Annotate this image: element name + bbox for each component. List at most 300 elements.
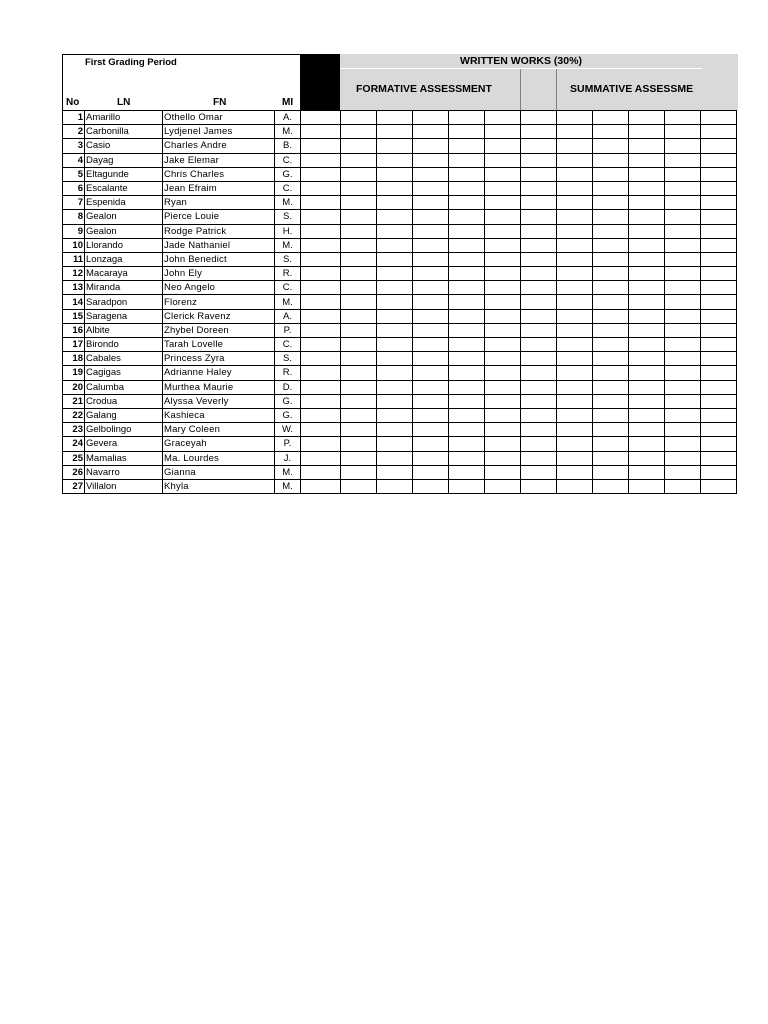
- score-cell[interactable]: [665, 451, 701, 465]
- score-cell[interactable]: [377, 252, 413, 266]
- score-cell[interactable]: [557, 111, 593, 125]
- score-cell[interactable]: [593, 423, 629, 437]
- score-cell[interactable]: [593, 238, 629, 252]
- score-cell[interactable]: [593, 408, 629, 422]
- score-cell[interactable]: [341, 224, 377, 238]
- score-cell[interactable]: [341, 479, 377, 493]
- score-cell[interactable]: [521, 281, 557, 295]
- score-cell[interactable]: [701, 465, 737, 479]
- score-cell[interactable]: [593, 437, 629, 451]
- score-cell[interactable]: [449, 309, 485, 323]
- score-cell[interactable]: [701, 309, 737, 323]
- score-cell[interactable]: [701, 408, 737, 422]
- score-cell[interactable]: [557, 139, 593, 153]
- score-cell[interactable]: [377, 281, 413, 295]
- score-cell[interactable]: [485, 323, 521, 337]
- score-cell[interactable]: [701, 125, 737, 139]
- score-cell[interactable]: [485, 224, 521, 238]
- score-cell[interactable]: [701, 352, 737, 366]
- score-cell[interactable]: [413, 295, 449, 309]
- score-cell[interactable]: [629, 196, 665, 210]
- score-cell[interactable]: [557, 281, 593, 295]
- score-cell[interactable]: [701, 479, 737, 493]
- score-cell[interactable]: [521, 224, 557, 238]
- score-cell[interactable]: [449, 267, 485, 281]
- score-cell[interactable]: [701, 423, 737, 437]
- score-cell[interactable]: [701, 111, 737, 125]
- score-cell[interactable]: [301, 196, 341, 210]
- score-cell[interactable]: [557, 352, 593, 366]
- score-cell[interactable]: [449, 111, 485, 125]
- score-cell[interactable]: [413, 465, 449, 479]
- score-cell[interactable]: [701, 451, 737, 465]
- score-cell[interactable]: [377, 196, 413, 210]
- score-cell[interactable]: [557, 465, 593, 479]
- score-cell[interactable]: [557, 210, 593, 224]
- score-cell[interactable]: [413, 210, 449, 224]
- score-cell[interactable]: [301, 210, 341, 224]
- score-cell[interactable]: [629, 479, 665, 493]
- score-cell[interactable]: [701, 210, 737, 224]
- score-cell[interactable]: [521, 309, 557, 323]
- score-cell[interactable]: [593, 366, 629, 380]
- score-cell[interactable]: [557, 380, 593, 394]
- score-cell[interactable]: [449, 366, 485, 380]
- score-cell[interactable]: [521, 352, 557, 366]
- score-cell[interactable]: [629, 295, 665, 309]
- score-cell[interactable]: [301, 167, 341, 181]
- score-cell[interactable]: [449, 380, 485, 394]
- score-cell[interactable]: [449, 281, 485, 295]
- score-cell[interactable]: [485, 196, 521, 210]
- score-cell[interactable]: [301, 352, 341, 366]
- score-cell[interactable]: [341, 451, 377, 465]
- score-cell[interactable]: [377, 224, 413, 238]
- score-cell[interactable]: [521, 394, 557, 408]
- score-cell[interactable]: [449, 423, 485, 437]
- score-cell[interactable]: [593, 111, 629, 125]
- score-cell[interactable]: [301, 295, 341, 309]
- score-cell[interactable]: [593, 323, 629, 337]
- score-cell[interactable]: [593, 167, 629, 181]
- score-cell[interactable]: [485, 181, 521, 195]
- score-cell[interactable]: [629, 267, 665, 281]
- score-cell[interactable]: [593, 196, 629, 210]
- score-cell[interactable]: [301, 479, 341, 493]
- score-cell[interactable]: [557, 408, 593, 422]
- score-cell[interactable]: [377, 338, 413, 352]
- score-cell[interactable]: [485, 125, 521, 139]
- score-cell[interactable]: [301, 224, 341, 238]
- score-cell[interactable]: [341, 338, 377, 352]
- score-cell[interactable]: [413, 437, 449, 451]
- score-cell[interactable]: [341, 423, 377, 437]
- score-cell[interactable]: [485, 309, 521, 323]
- score-cell[interactable]: [521, 196, 557, 210]
- score-cell[interactable]: [485, 423, 521, 437]
- score-cell[interactable]: [521, 437, 557, 451]
- score-cell[interactable]: [629, 465, 665, 479]
- score-cell[interactable]: [301, 437, 341, 451]
- score-cell[interactable]: [521, 423, 557, 437]
- score-cell[interactable]: [665, 323, 701, 337]
- score-cell[interactable]: [485, 139, 521, 153]
- score-cell[interactable]: [301, 338, 341, 352]
- score-cell[interactable]: [593, 267, 629, 281]
- score-cell[interactable]: [629, 139, 665, 153]
- score-cell[interactable]: [301, 252, 341, 266]
- score-cell[interactable]: [593, 181, 629, 195]
- score-cell[interactable]: [485, 366, 521, 380]
- score-cell[interactable]: [521, 167, 557, 181]
- score-cell[interactable]: [413, 196, 449, 210]
- score-cell[interactable]: [629, 153, 665, 167]
- score-cell[interactable]: [341, 352, 377, 366]
- score-cell[interactable]: [301, 111, 341, 125]
- score-cell[interactable]: [629, 224, 665, 238]
- score-cell[interactable]: [521, 338, 557, 352]
- score-cell[interactable]: [449, 323, 485, 337]
- score-cell[interactable]: [557, 423, 593, 437]
- score-cell[interactable]: [665, 210, 701, 224]
- score-cell[interactable]: [665, 153, 701, 167]
- score-cell[interactable]: [301, 366, 341, 380]
- score-cell[interactable]: [701, 281, 737, 295]
- score-cell[interactable]: [341, 309, 377, 323]
- score-cell[interactable]: [521, 252, 557, 266]
- score-cell[interactable]: [413, 267, 449, 281]
- score-cell[interactable]: [521, 408, 557, 422]
- score-cell[interactable]: [341, 125, 377, 139]
- score-cell[interactable]: [341, 323, 377, 337]
- score-cell[interactable]: [413, 309, 449, 323]
- score-cell[interactable]: [629, 309, 665, 323]
- score-cell[interactable]: [521, 153, 557, 167]
- score-cell[interactable]: [701, 437, 737, 451]
- score-cell[interactable]: [701, 196, 737, 210]
- score-cell[interactable]: [341, 380, 377, 394]
- score-cell[interactable]: [521, 111, 557, 125]
- score-cell[interactable]: [413, 111, 449, 125]
- score-cell[interactable]: [485, 338, 521, 352]
- score-cell[interactable]: [701, 252, 737, 266]
- score-cell[interactable]: [629, 394, 665, 408]
- score-cell[interactable]: [593, 338, 629, 352]
- score-cell[interactable]: [629, 252, 665, 266]
- score-cell[interactable]: [665, 125, 701, 139]
- score-cell[interactable]: [449, 451, 485, 465]
- score-cell[interactable]: [377, 394, 413, 408]
- score-cell[interactable]: [413, 479, 449, 493]
- score-cell[interactable]: [557, 479, 593, 493]
- score-cell[interactable]: [557, 153, 593, 167]
- score-cell[interactable]: [557, 252, 593, 266]
- score-cell[interactable]: [593, 465, 629, 479]
- score-cell[interactable]: [301, 153, 341, 167]
- score-cell[interactable]: [413, 451, 449, 465]
- score-cell[interactable]: [629, 281, 665, 295]
- score-cell[interactable]: [301, 465, 341, 479]
- score-cell[interactable]: [665, 252, 701, 266]
- score-cell[interactable]: [701, 153, 737, 167]
- score-cell[interactable]: [557, 451, 593, 465]
- score-cell[interactable]: [413, 408, 449, 422]
- score-cell[interactable]: [449, 210, 485, 224]
- score-cell[interactable]: [593, 295, 629, 309]
- score-cell[interactable]: [485, 380, 521, 394]
- score-cell[interactable]: [485, 281, 521, 295]
- score-cell[interactable]: [341, 252, 377, 266]
- score-cell[interactable]: [485, 267, 521, 281]
- score-cell[interactable]: [593, 479, 629, 493]
- score-cell[interactable]: [593, 252, 629, 266]
- score-cell[interactable]: [485, 111, 521, 125]
- score-cell[interactable]: [665, 295, 701, 309]
- score-cell[interactable]: [701, 167, 737, 181]
- score-cell[interactable]: [665, 224, 701, 238]
- score-cell[interactable]: [665, 281, 701, 295]
- score-cell[interactable]: [557, 309, 593, 323]
- score-cell[interactable]: [557, 181, 593, 195]
- score-cell[interactable]: [377, 295, 413, 309]
- score-cell[interactable]: [665, 111, 701, 125]
- score-cell[interactable]: [449, 394, 485, 408]
- score-cell[interactable]: [377, 437, 413, 451]
- score-cell[interactable]: [341, 210, 377, 224]
- score-cell[interactable]: [377, 479, 413, 493]
- score-cell[interactable]: [413, 352, 449, 366]
- score-cell[interactable]: [629, 366, 665, 380]
- score-cell[interactable]: [485, 238, 521, 252]
- score-cell[interactable]: [377, 352, 413, 366]
- score-cell[interactable]: [413, 125, 449, 139]
- score-cell[interactable]: [593, 352, 629, 366]
- score-cell[interactable]: [521, 380, 557, 394]
- score-cell[interactable]: [341, 408, 377, 422]
- score-cell[interactable]: [377, 238, 413, 252]
- score-cell[interactable]: [377, 408, 413, 422]
- score-cell[interactable]: [629, 111, 665, 125]
- score-cell[interactable]: [665, 394, 701, 408]
- score-cell[interactable]: [485, 479, 521, 493]
- score-cell[interactable]: [629, 323, 665, 337]
- score-cell[interactable]: [593, 125, 629, 139]
- score-cell[interactable]: [301, 408, 341, 422]
- score-cell[interactable]: [701, 338, 737, 352]
- score-cell[interactable]: [557, 295, 593, 309]
- score-cell[interactable]: [665, 181, 701, 195]
- score-cell[interactable]: [341, 181, 377, 195]
- score-cell[interactable]: [629, 437, 665, 451]
- score-cell[interactable]: [377, 366, 413, 380]
- score-cell[interactable]: [665, 267, 701, 281]
- score-cell[interactable]: [701, 323, 737, 337]
- score-cell[interactable]: [301, 238, 341, 252]
- score-cell[interactable]: [413, 366, 449, 380]
- score-cell[interactable]: [701, 394, 737, 408]
- score-cell[interactable]: [341, 267, 377, 281]
- score-cell[interactable]: [413, 153, 449, 167]
- score-cell[interactable]: [665, 238, 701, 252]
- score-cell[interactable]: [521, 465, 557, 479]
- score-cell[interactable]: [485, 153, 521, 167]
- score-cell[interactable]: [557, 224, 593, 238]
- score-cell[interactable]: [629, 338, 665, 352]
- score-cell[interactable]: [341, 465, 377, 479]
- score-cell[interactable]: [301, 281, 341, 295]
- score-cell[interactable]: [449, 224, 485, 238]
- score-cell[interactable]: [449, 437, 485, 451]
- score-cell[interactable]: [341, 238, 377, 252]
- score-cell[interactable]: [521, 451, 557, 465]
- score-cell[interactable]: [449, 252, 485, 266]
- score-cell[interactable]: [629, 167, 665, 181]
- score-cell[interactable]: [557, 366, 593, 380]
- score-cell[interactable]: [377, 380, 413, 394]
- score-cell[interactable]: [521, 267, 557, 281]
- score-cell[interactable]: [665, 423, 701, 437]
- score-cell[interactable]: [485, 394, 521, 408]
- score-cell[interactable]: [593, 153, 629, 167]
- score-cell[interactable]: [413, 139, 449, 153]
- score-cell[interactable]: [341, 295, 377, 309]
- score-cell[interactable]: [377, 111, 413, 125]
- score-cell[interactable]: [301, 267, 341, 281]
- score-cell[interactable]: [413, 281, 449, 295]
- score-cell[interactable]: [557, 125, 593, 139]
- score-cell[interactable]: [593, 309, 629, 323]
- score-cell[interactable]: [449, 479, 485, 493]
- score-cell[interactable]: [485, 408, 521, 422]
- score-cell[interactable]: [301, 181, 341, 195]
- score-cell[interactable]: [485, 465, 521, 479]
- score-cell[interactable]: [593, 210, 629, 224]
- score-cell[interactable]: [449, 196, 485, 210]
- score-cell[interactable]: [665, 309, 701, 323]
- score-cell[interactable]: [485, 252, 521, 266]
- score-cell[interactable]: [701, 139, 737, 153]
- score-cell[interactable]: [665, 380, 701, 394]
- score-cell[interactable]: [701, 295, 737, 309]
- score-cell[interactable]: [301, 423, 341, 437]
- score-cell[interactable]: [629, 210, 665, 224]
- score-cell[interactable]: [701, 181, 737, 195]
- score-cell[interactable]: [665, 479, 701, 493]
- score-cell[interactable]: [341, 366, 377, 380]
- score-cell[interactable]: [629, 238, 665, 252]
- score-cell[interactable]: [665, 465, 701, 479]
- score-cell[interactable]: [557, 267, 593, 281]
- score-cell[interactable]: [301, 309, 341, 323]
- score-cell[interactable]: [449, 295, 485, 309]
- score-cell[interactable]: [665, 408, 701, 422]
- score-cell[interactable]: [557, 196, 593, 210]
- score-cell[interactable]: [377, 181, 413, 195]
- score-cell[interactable]: [449, 125, 485, 139]
- score-cell[interactable]: [593, 380, 629, 394]
- score-cell[interactable]: [377, 323, 413, 337]
- score-cell[interactable]: [701, 224, 737, 238]
- score-cell[interactable]: [301, 125, 341, 139]
- score-cell[interactable]: [377, 465, 413, 479]
- score-cell[interactable]: [341, 196, 377, 210]
- score-cell[interactable]: [341, 281, 377, 295]
- score-cell[interactable]: [449, 352, 485, 366]
- score-cell[interactable]: [521, 210, 557, 224]
- score-cell[interactable]: [341, 394, 377, 408]
- score-cell[interactable]: [485, 352, 521, 366]
- score-cell[interactable]: [485, 167, 521, 181]
- score-cell[interactable]: [377, 210, 413, 224]
- score-cell[interactable]: [485, 295, 521, 309]
- score-cell[interactable]: [665, 139, 701, 153]
- score-cell[interactable]: [593, 451, 629, 465]
- score-cell[interactable]: [701, 366, 737, 380]
- score-cell[interactable]: [449, 238, 485, 252]
- score-cell[interactable]: [413, 394, 449, 408]
- score-cell[interactable]: [341, 111, 377, 125]
- score-cell[interactable]: [341, 167, 377, 181]
- score-cell[interactable]: [377, 423, 413, 437]
- score-cell[interactable]: [377, 309, 413, 323]
- score-cell[interactable]: [629, 408, 665, 422]
- score-cell[interactable]: [557, 323, 593, 337]
- score-cell[interactable]: [521, 125, 557, 139]
- score-cell[interactable]: [629, 352, 665, 366]
- score-cell[interactable]: [413, 167, 449, 181]
- score-cell[interactable]: [413, 252, 449, 266]
- score-cell[interactable]: [629, 423, 665, 437]
- score-cell[interactable]: [413, 323, 449, 337]
- score-cell[interactable]: [449, 408, 485, 422]
- score-cell[interactable]: [521, 238, 557, 252]
- score-cell[interactable]: [593, 394, 629, 408]
- score-cell[interactable]: [377, 125, 413, 139]
- score-cell[interactable]: [301, 323, 341, 337]
- score-cell[interactable]: [593, 139, 629, 153]
- score-cell[interactable]: [557, 394, 593, 408]
- score-cell[interactable]: [413, 238, 449, 252]
- score-cell[interactable]: [629, 181, 665, 195]
- score-cell[interactable]: [629, 125, 665, 139]
- score-cell[interactable]: [521, 295, 557, 309]
- score-cell[interactable]: [521, 366, 557, 380]
- score-cell[interactable]: [341, 437, 377, 451]
- score-cell[interactable]: [629, 380, 665, 394]
- score-cell[interactable]: [341, 153, 377, 167]
- score-cell[interactable]: [485, 210, 521, 224]
- score-cell[interactable]: [449, 153, 485, 167]
- score-cell[interactable]: [665, 196, 701, 210]
- score-cell[interactable]: [413, 181, 449, 195]
- score-cell[interactable]: [377, 167, 413, 181]
- score-cell[interactable]: [557, 167, 593, 181]
- score-cell[interactable]: [377, 153, 413, 167]
- score-cell[interactable]: [413, 380, 449, 394]
- score-cell[interactable]: [301, 380, 341, 394]
- score-cell[interactable]: [301, 394, 341, 408]
- score-cell[interactable]: [629, 451, 665, 465]
- score-cell[interactable]: [557, 338, 593, 352]
- score-cell[interactable]: [377, 267, 413, 281]
- score-cell[interactable]: [449, 465, 485, 479]
- score-cell[interactable]: [521, 479, 557, 493]
- score-cell[interactable]: [521, 139, 557, 153]
- score-cell[interactable]: [377, 451, 413, 465]
- score-cell[interactable]: [593, 281, 629, 295]
- score-cell[interactable]: [665, 366, 701, 380]
- score-cell[interactable]: [301, 451, 341, 465]
